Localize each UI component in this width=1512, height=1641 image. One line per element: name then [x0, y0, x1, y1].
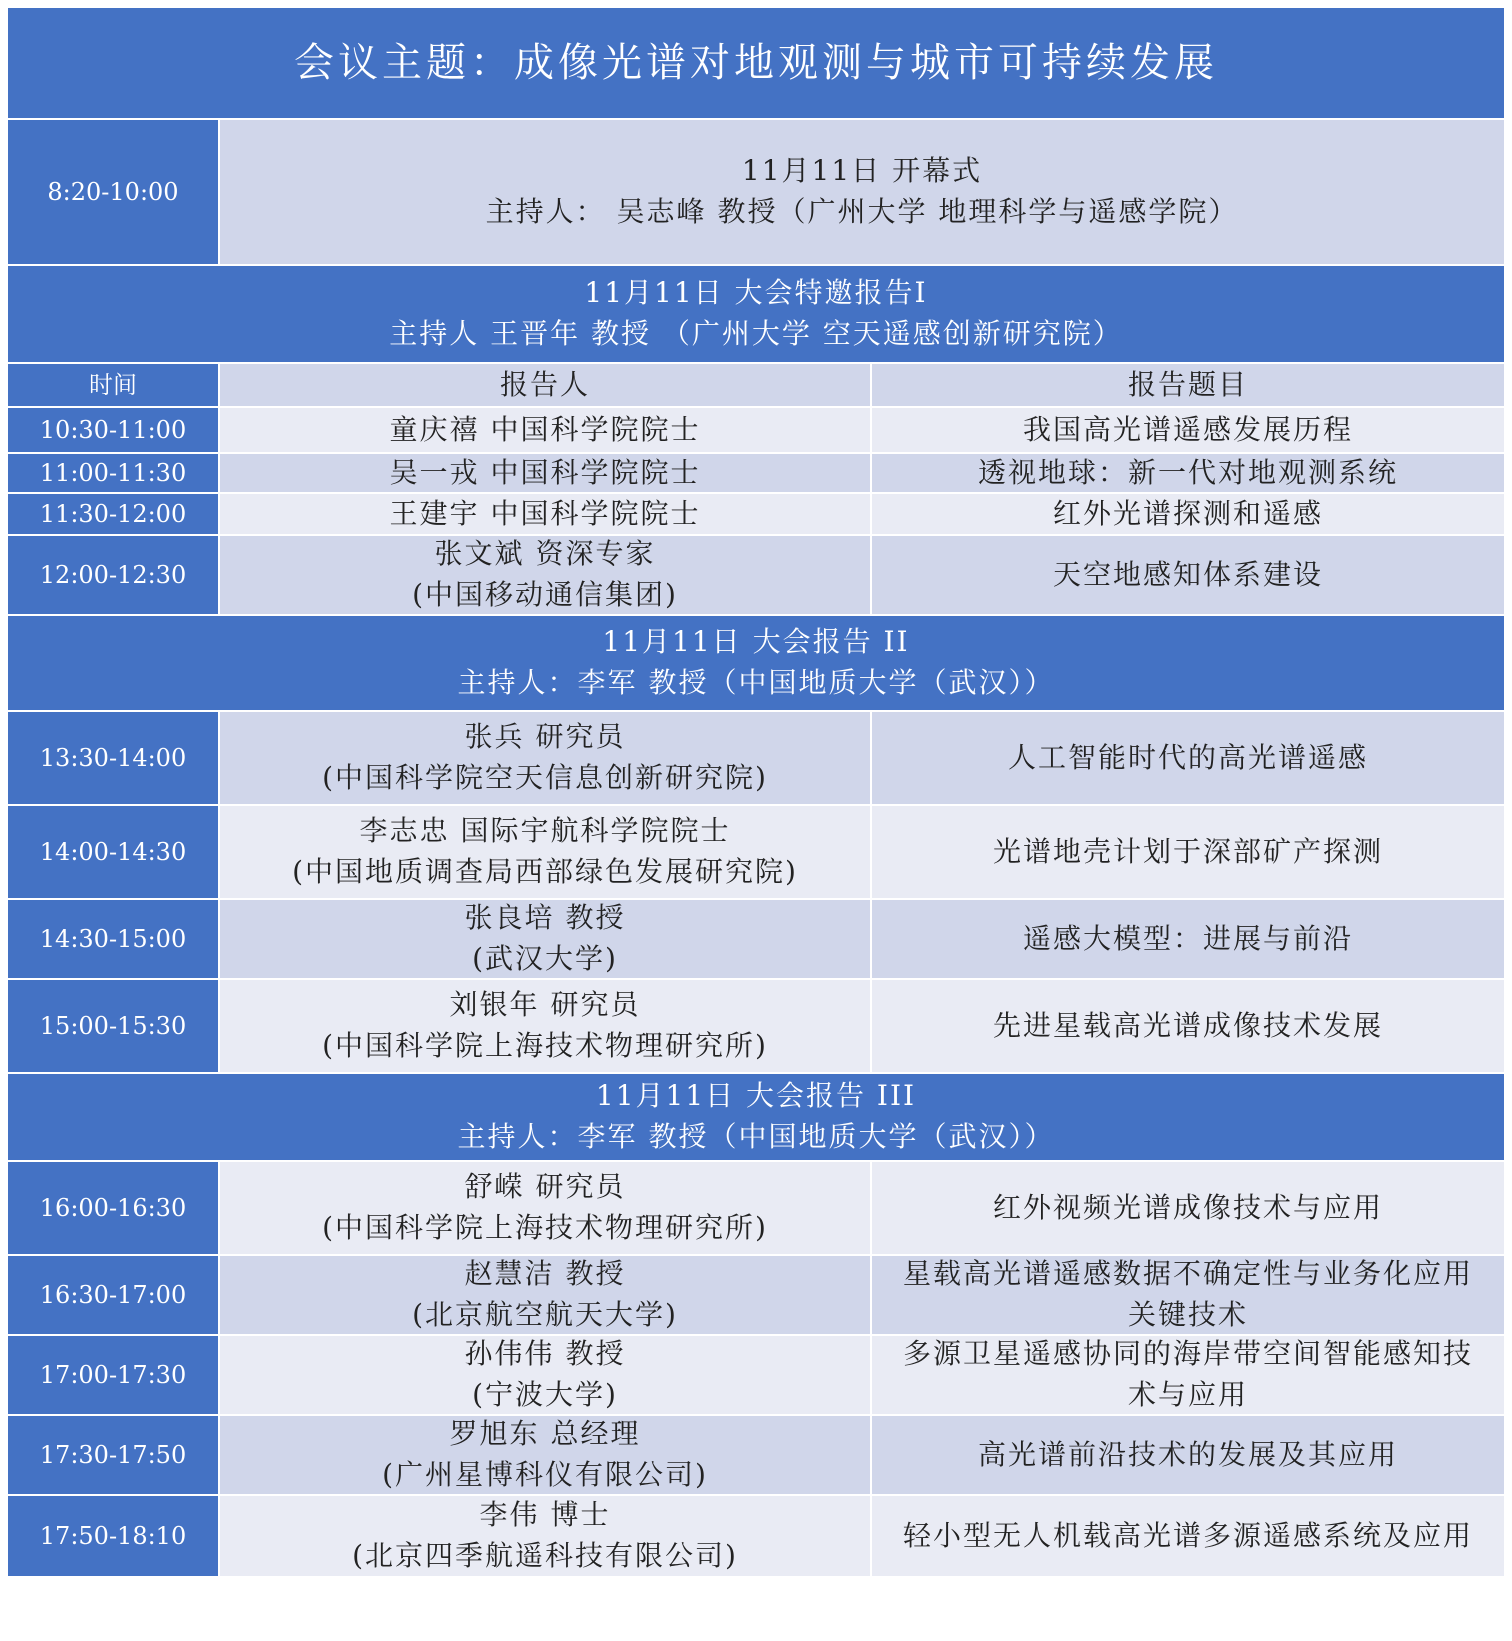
session-header — [8, 266, 1504, 364]
topic-line: 光谱地壳计划于深部矿产探测 — [992, 834, 1383, 868]
session-host: 主持人：李军 教授（中国地质大学（武汉）） — [457, 666, 1055, 699]
talk-topic — [872, 408, 1504, 452]
speaker-affiliation: (宁波大学) — [472, 1378, 618, 1411]
talk-time: 15:00-15:30 — [8, 980, 220, 1072]
topic-line: 轻小型无人机载高光谱多源遥感系统及应用 — [902, 1518, 1473, 1552]
table-row — [8, 1162, 1504, 1256]
speaker-affiliation: (中国科学院上海技术物理研究所) — [322, 1211, 768, 1244]
speaker-line: 吴一戎 中国科学院院士 — [389, 455, 701, 489]
talk-speaker — [220, 980, 872, 1072]
session-header-text — [8, 266, 1504, 362]
speaker-affiliation: (中国科学院空天信息创新研究院) — [322, 761, 768, 794]
talk-speaker — [220, 806, 872, 898]
column-header-row — [8, 364, 1504, 408]
session-title: 11月11日 大会报告 III — [595, 1079, 917, 1113]
topic-line: 透视地球：新一代对地观测系统 — [977, 455, 1398, 489]
talk-time: 14:30-15:00 — [8, 900, 220, 978]
talk-speaker — [220, 712, 872, 804]
topic-line: 先进星载高光谱成像技术发展 — [992, 1008, 1383, 1042]
opening-row — [8, 120, 1504, 266]
speaker-line: 李伟 博士 — [479, 1498, 611, 1532]
title-row — [8, 8, 1504, 120]
speaker-affiliation: (中国地质调查局西部绿色发展研究院) — [292, 855, 798, 888]
speaker-line: 张文斌 资深专家 — [434, 537, 656, 571]
talk-topic — [872, 900, 1504, 978]
topic-line: 关键技术 — [1127, 1298, 1248, 1331]
speaker-line: 童庆禧 中国科学院院士 — [389, 412, 701, 446]
talk-speaker — [220, 494, 872, 534]
talk-topic — [872, 806, 1504, 898]
speaker-line: 李志忠 国际宇航科学院院士 — [359, 814, 731, 848]
table-row — [8, 536, 1504, 616]
table-row — [8, 980, 1504, 1074]
session-header — [8, 616, 1504, 712]
session-header-text — [8, 1074, 1504, 1160]
column-header-time: 时间 — [8, 364, 220, 406]
talk-time: 16:30-17:00 — [8, 1256, 220, 1334]
talk-speaker — [220, 1496, 872, 1576]
conference-title: 会议主题：成像光谱对地观测与城市可持续发展 — [294, 40, 1218, 86]
talk-time: 12:00-12:30 — [8, 536, 220, 614]
topic-line: 红外光谱探测和遥感 — [1052, 496, 1323, 530]
table-row — [8, 712, 1504, 806]
talk-time: 14:00-14:30 — [8, 806, 220, 898]
table-row — [8, 494, 1504, 536]
speaker-affiliation: (北京航空航天大学) — [412, 1298, 678, 1331]
talk-speaker — [220, 1336, 872, 1414]
speaker-affiliation: (中国科学院上海技术物理研究所) — [322, 1029, 768, 1062]
topic-line: 高光谱前沿技术的发展及其应用 — [977, 1437, 1398, 1471]
speaker-line: 罗旭东 总经理 — [449, 1417, 641, 1451]
talk-speaker — [220, 900, 872, 978]
speaker-affiliation: (广州星博科仪有限公司) — [382, 1458, 708, 1491]
agenda-table — [8, 8, 1504, 1576]
talk-topic — [872, 1162, 1504, 1254]
talk-topic — [872, 536, 1504, 614]
talk-topic — [872, 712, 1504, 804]
talk-topic — [872, 1336, 1504, 1414]
opening-info — [220, 120, 1504, 264]
talk-speaker — [220, 1256, 872, 1334]
talk-topic — [872, 1416, 1504, 1494]
speaker-line: 赵慧洁 教授 — [464, 1257, 626, 1291]
table-row — [8, 900, 1504, 980]
talk-time: 11:30-12:00 — [8, 494, 220, 534]
session-host: 主持人 王晋年 教授 （广州大学 空天遥感创新研究院） — [389, 317, 1123, 350]
topic-line: 红外视频光谱成像技术与应用 — [992, 1190, 1383, 1224]
session-header-text — [8, 616, 1504, 710]
talk-time: 13:30-14:00 — [8, 712, 220, 804]
topic-line: 术与应用 — [1127, 1378, 1248, 1411]
topic-line: 遥感大模型：进展与前沿 — [1022, 921, 1353, 955]
talk-time: 16:00-16:30 — [8, 1162, 220, 1254]
talk-time: 11:00-11:30 — [8, 454, 220, 492]
talk-time: 17:00-17:30 — [8, 1336, 220, 1414]
column-header-topic: 报告题目 — [1127, 367, 1248, 401]
table-row — [8, 1416, 1504, 1496]
opening-time: 8:20-10:00 — [8, 120, 220, 264]
topic-line: 天空地感知体系建设 — [1052, 557, 1323, 591]
table-row — [8, 1336, 1504, 1416]
table-row — [8, 1256, 1504, 1336]
talk-speaker — [220, 408, 872, 452]
topic-line: 我国高光谱遥感发展历程 — [1022, 412, 1353, 446]
speaker-line: 刘银年 研究员 — [449, 988, 641, 1022]
talk-topic — [872, 980, 1504, 1072]
talk-speaker — [220, 454, 872, 492]
talk-time: 17:30-17:50 — [8, 1416, 220, 1494]
talk-topic — [872, 454, 1504, 492]
topic-line: 人工智能时代的高光谱遥感 — [1007, 740, 1368, 774]
talk-topic — [872, 494, 1504, 534]
table-row — [8, 1496, 1504, 1576]
session-header — [8, 1074, 1504, 1162]
speaker-affiliation: (武汉大学) — [472, 942, 618, 975]
speaker-line: 孙伟伟 教授 — [464, 1337, 626, 1371]
speaker-line: 张良培 教授 — [464, 901, 626, 935]
opening-title: 11月11日 开幕式 — [741, 154, 983, 188]
speaker-affiliation: (中国移动通信集团) — [412, 578, 678, 611]
topic-line: 星载高光谱遥感数据不确定性与业务化应用 — [902, 1257, 1473, 1291]
talk-speaker — [220, 1416, 872, 1494]
table-row — [8, 454, 1504, 494]
speaker-affiliation: (北京四季航遥科技有限公司) — [352, 1539, 738, 1572]
session-title: 11月11日 大会特邀报告I — [584, 276, 928, 310]
talk-topic — [872, 1256, 1504, 1334]
table-row — [8, 806, 1504, 900]
speaker-line: 王建宇 中国科学院院士 — [389, 496, 701, 530]
talk-speaker — [220, 1162, 872, 1254]
talk-speaker — [220, 536, 872, 614]
speaker-line: 张兵 研究员 — [464, 720, 626, 754]
topic-line: 多源卫星遥感协同的海岸带空间智能感知技 — [902, 1337, 1473, 1371]
table-row — [8, 408, 1504, 454]
talk-time: 10:30-11:00 — [8, 408, 220, 452]
session-title: 11月11日 大会报告 II — [602, 625, 910, 659]
column-header-speaker: 报告人 — [220, 364, 872, 406]
talk-time: 17:50-18:10 — [8, 1496, 220, 1576]
speaker-line: 舒嵘 研究员 — [464, 1170, 626, 1204]
session-host: 主持人：李军 教授（中国地质大学（武汉）） — [457, 1120, 1055, 1153]
opening-host: 主持人： 吴志峰 教授（广州大学 地理科学与遥感学院） — [485, 195, 1239, 228]
talk-topic — [872, 1496, 1504, 1576]
